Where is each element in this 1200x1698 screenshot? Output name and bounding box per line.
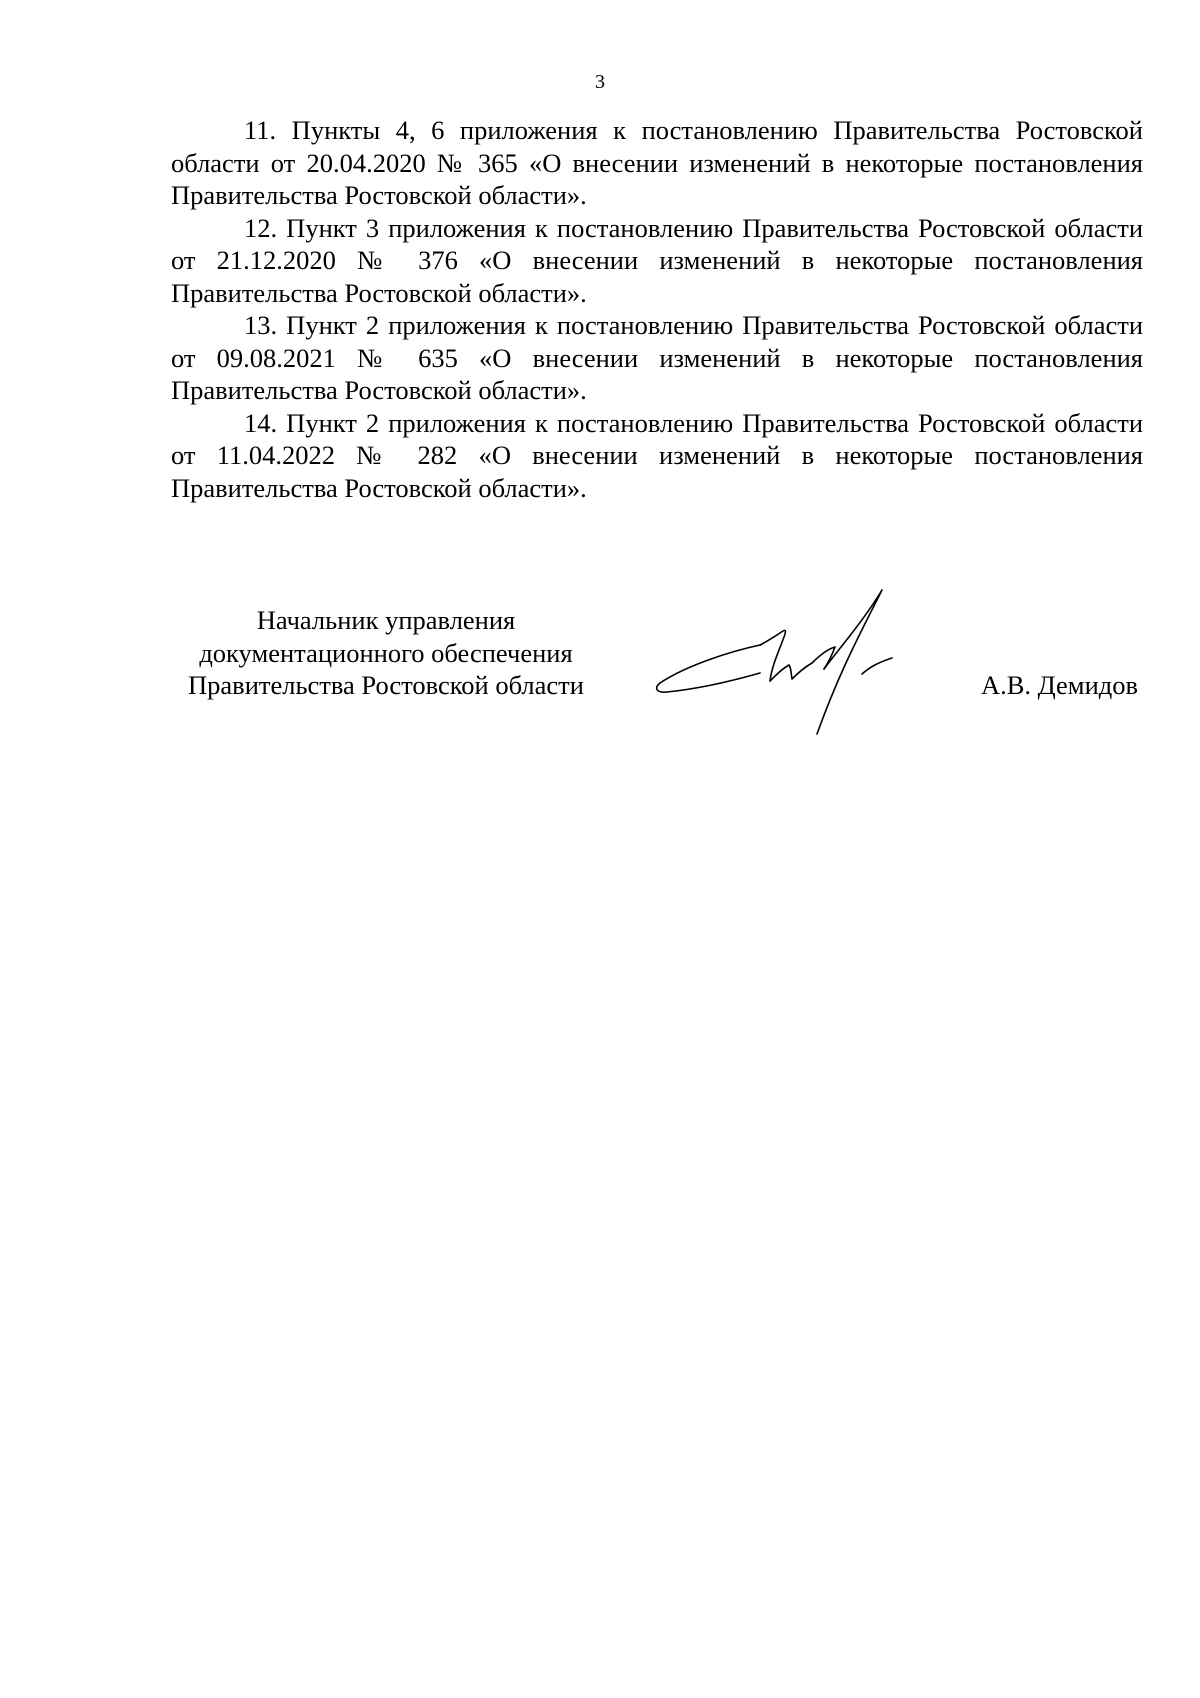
list-item-14: 14. Пункт 2 приложения к постановлению Правительства Ростовской области от 11.04.2022 № 282 «О внесении изменений в некоторые постановления Правительства Ростовской области». [171, 407, 1143, 503]
signer-name: А.В. Демидов [980, 670, 1138, 700]
signer-position-line-3: Правительства Ростовской области [188, 670, 584, 700]
page-number: 3 [595, 71, 605, 93]
signer-position [171, 604, 601, 702]
signer-position-line-2: документационного обеспечения [199, 637, 573, 668]
list-item-13: 13. Пункт 2 приложения к постановлению Правительства Ростовской области от 09.08.2021 № 635 «О внесении изменений в некоторые постановления Правительства Ростовской области». [171, 310, 1143, 405]
handwritten-signature-icon [652, 585, 942, 745]
document-body [171, 114, 1143, 504]
list-item-12: 12. Пункт 3 приложения к постановлению Правительства Ростовской области от 21.12.2020 № 376 «О внесении изменений в некоторые постановления Правительства Ростовской области». [171, 212, 1143, 308]
signer-position-line-1: Начальник управления [256, 605, 516, 635]
list-item-11: 11. Пункты 4, 6 приложения к постановлению Правительства Ростовской области от 20.04.2020 № 365 «О внесении изменений в некоторые постановления Правительства Ростовской области». [171, 115, 1143, 210]
